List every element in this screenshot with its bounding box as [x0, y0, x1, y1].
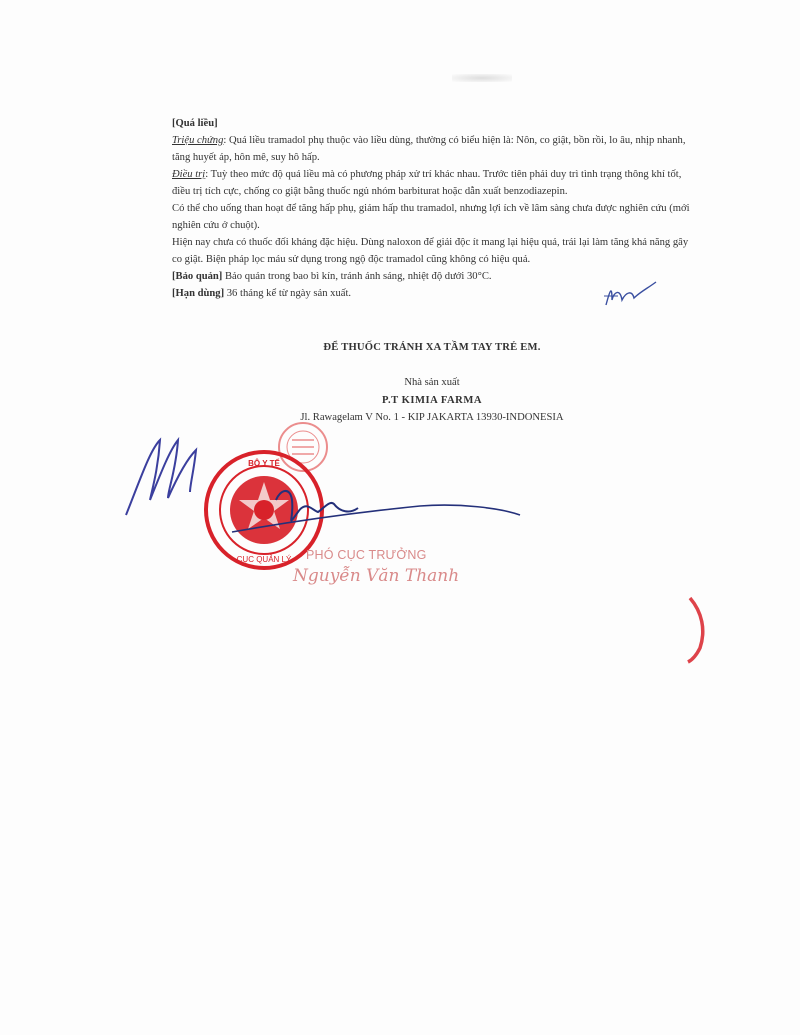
manufacturer-stamp [279, 423, 327, 471]
signer-title: PHÓ CỤC TRƯỞNG [306, 548, 427, 562]
ministry-stamp [206, 452, 322, 568]
storage-paragraph [172, 268, 692, 285]
treatment-label: Điều trị [172, 169, 206, 180]
symptoms-label: Triệu chứng [172, 135, 224, 146]
approver-signature [276, 491, 358, 521]
manufacturer-name: P.T KIMIA FARMA [381, 395, 482, 406]
signer-name: Nguyễn Văn Thanh [293, 566, 460, 586]
large-signature [126, 440, 196, 515]
scan-smudge [452, 74, 512, 82]
manufacturer-label: Nhà sản xuất [404, 377, 460, 388]
approver-signature-long [232, 505, 520, 532]
child-warning: ĐỂ THUỐC TRÁNH XA TẦM TAY TRẺ EM. [323, 342, 541, 353]
charcoal-paragraph: Có thể cho uống than hoạt để tăng hấp phụ, giảm hấp thu tramadol, nhưng lợi ích về lâm sàng chưa được nghiên cứu (mới nghiên cứu ở chuột). [172, 203, 690, 231]
treatment-text: : Tuỳ theo mức độ quá liều mà có phương pháp xử trí khác nhau. Trước tiên phải duy trì tình trạng thông khí tốt, điều trị tích cực, chống co giật bằng thuốc ngủ nhóm barbiturat hoặc dẫn xuất benzodiazepin. [172, 169, 682, 197]
svg-text:CỤC QUẢN LÝ: CỤC QUẢN LÝ [236, 555, 292, 564]
symptoms-paragraph [172, 132, 692, 166]
shelf-life-text: 36 tháng kể từ ngày sản xuất. [224, 288, 352, 299]
symptoms-text: : Quá liều tramadol phụ thuộc vào liều dùng, thường có biểu hiện là: Nôn, co giật, bồn rồi, lo âu, nhịp nhanh, tăng huyết áp, hôn mê, suy hô hấp. [172, 135, 686, 163]
shelf-life-label: [Hạn dùng] [172, 288, 225, 299]
manufacturer-address: Jl. Rawagelam V No. 1 - KIP JAKARTA 13930-INDONESIA [300, 412, 564, 423]
svg-text:BỘ Y TẾ: BỘ Y TẾ [248, 459, 280, 468]
antidote-paragraph: Hiện nay chưa có thuốc đối kháng đặc hiệu. Dùng naloxon để giải độc ít mang lại hiệu quả, trái lại làm tăng khả năng gây co giật. Biện pháp lọc máu sử dụng trong ngộ độc tramadol cũng không có hiệu quả. [172, 237, 689, 265]
shelf-life-paragraph [172, 285, 692, 302]
storage-label: [Bảo quản] [172, 271, 223, 282]
treatment-paragraph [172, 166, 692, 200]
overdose-section [172, 115, 692, 302]
overdose-heading: [Quá liều] [172, 118, 218, 129]
edge-stamp [688, 598, 703, 662]
storage-text: Bảo quản trong bao bì kín, tránh ánh sáng, nhiệt độ dưới 30°C. [222, 271, 492, 282]
